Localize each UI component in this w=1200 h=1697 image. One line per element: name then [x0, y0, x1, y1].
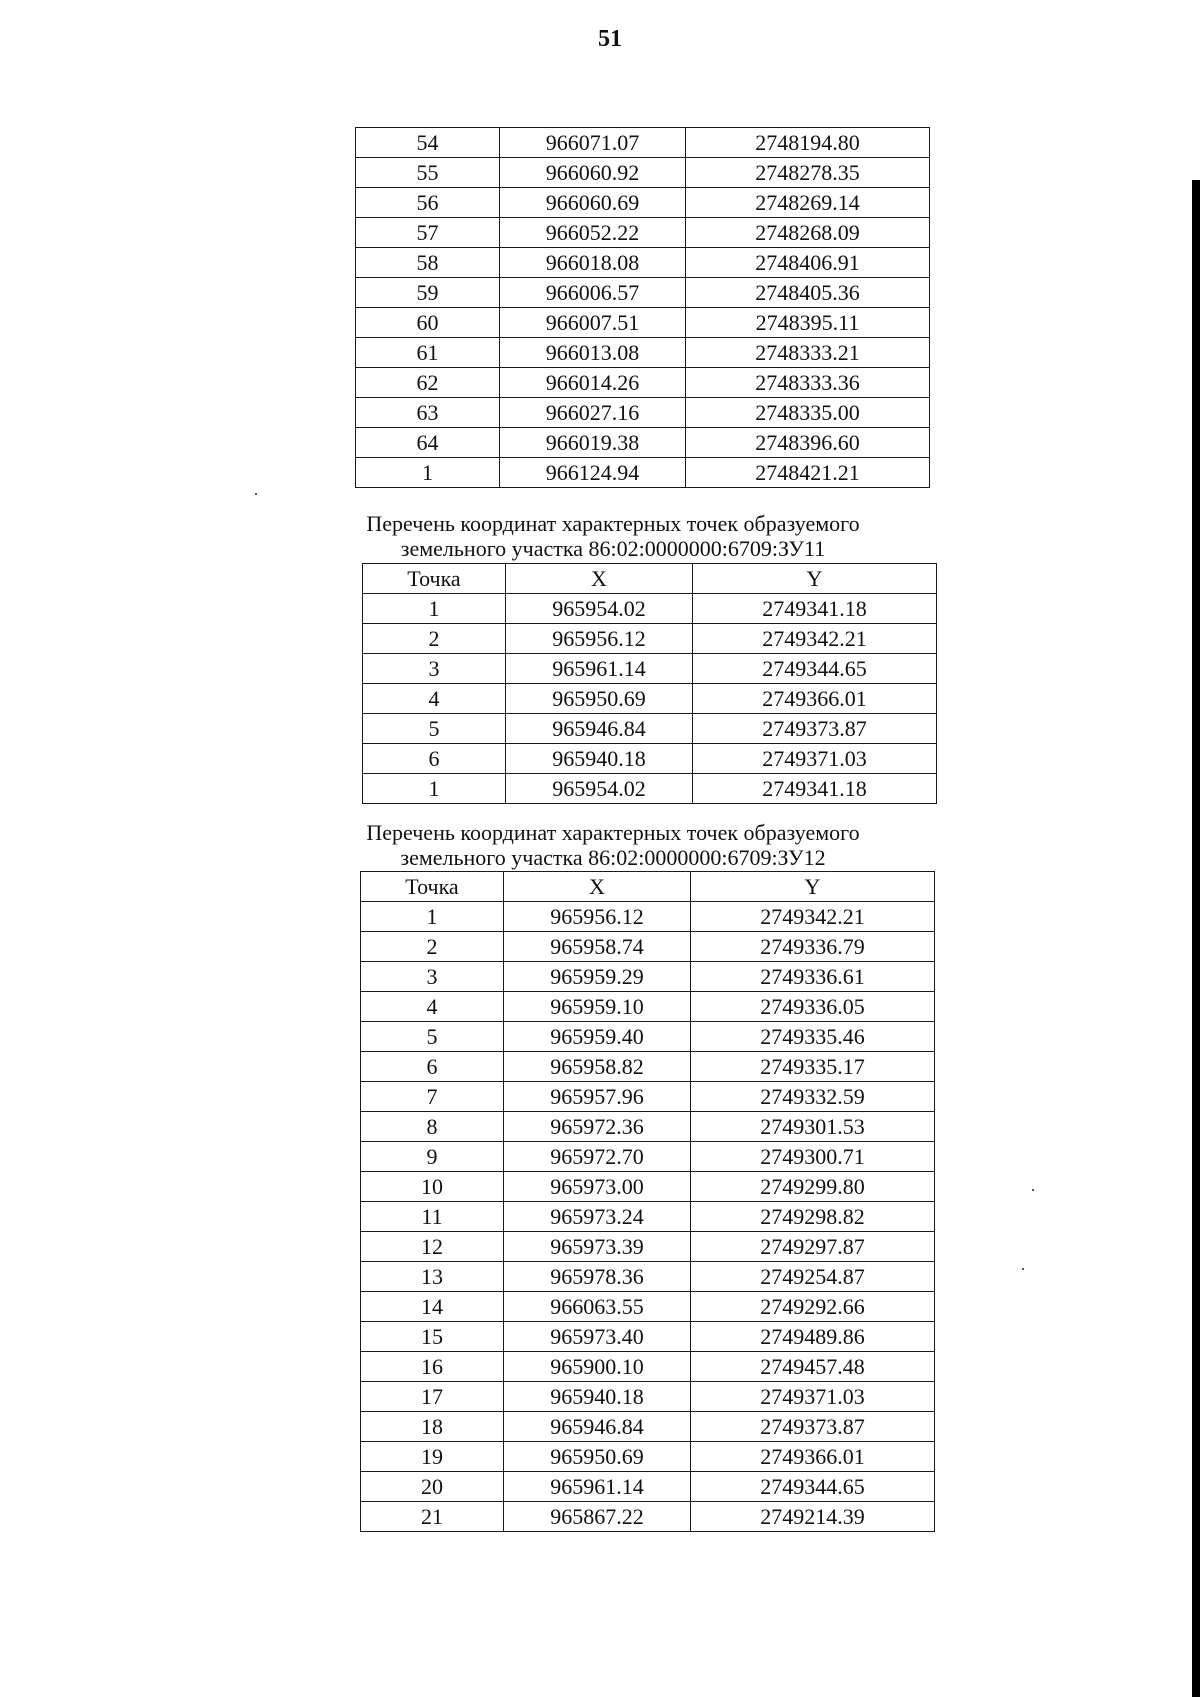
- cell-y: 2749366.01: [691, 1442, 935, 1472]
- cell-point: 20: [361, 1472, 504, 1502]
- caption-zu11: [263, 511, 963, 561]
- cell-y: 2749335.46: [691, 1022, 935, 1052]
- column-header-x: X: [506, 564, 693, 594]
- scan-speck: [1032, 1189, 1034, 1191]
- cell-y: 2748278.35: [686, 158, 930, 188]
- cell-y: 2748395.11: [686, 308, 930, 338]
- coordinates-table-zu11: [362, 563, 937, 804]
- cell-x: 965958.82: [504, 1052, 691, 1082]
- cell-point: 9: [361, 1142, 504, 1172]
- cell-y: 2749300.71: [691, 1142, 935, 1172]
- page-number: 51: [598, 26, 622, 52]
- cell-y: 2748396.60: [686, 428, 930, 458]
- cell-x: 966014.26: [500, 368, 686, 398]
- cell-y: 2748333.36: [686, 368, 930, 398]
- table-row: [363, 774, 937, 804]
- cell-point: 56: [356, 188, 500, 218]
- table-row: [363, 654, 937, 684]
- cell-y: 2749489.86: [691, 1322, 935, 1352]
- table-row: [363, 624, 937, 654]
- cell-x: 965961.14: [504, 1472, 691, 1502]
- cell-x: 965950.69: [504, 1442, 691, 1472]
- cell-point: 6: [363, 744, 506, 774]
- cell-x: 965972.70: [504, 1142, 691, 1172]
- cell-point: 4: [363, 684, 506, 714]
- table-row: [363, 594, 937, 624]
- cell-point: 14: [361, 1292, 504, 1322]
- cell-y: 2749366.01: [693, 684, 937, 714]
- column-header-point: Точка: [363, 564, 506, 594]
- table-row: [361, 1502, 935, 1532]
- cell-point: 2: [363, 624, 506, 654]
- cell-point: 7: [361, 1082, 504, 1112]
- cell-y: 2749254.87: [691, 1262, 935, 1292]
- cell-x: 966060.69: [500, 188, 686, 218]
- table-row: [356, 128, 930, 158]
- cell-point: 13: [361, 1262, 504, 1292]
- cell-point: 18: [361, 1412, 504, 1442]
- caption-line: земельного участка 86:02:0000000:6709:ЗУ12: [400, 845, 826, 870]
- table-row: [361, 1142, 935, 1172]
- table-header-row: [361, 872, 935, 902]
- cell-x: 965959.10: [504, 992, 691, 1022]
- table-row: [361, 992, 935, 1022]
- table-row: [361, 1082, 935, 1112]
- cell-point: 17: [361, 1382, 504, 1412]
- cell-point: 19: [361, 1442, 504, 1472]
- cell-y: 2749341.18: [693, 774, 937, 804]
- cell-point: 3: [361, 962, 504, 992]
- cell-point: 63: [356, 398, 500, 428]
- table-row: [363, 684, 937, 714]
- cell-y: 2749297.87: [691, 1232, 935, 1262]
- cell-x: 965973.24: [504, 1202, 691, 1232]
- cell-y: 2749344.65: [691, 1472, 935, 1502]
- column-header-y: Y: [691, 872, 935, 902]
- cell-x: 966071.07: [500, 128, 686, 158]
- cell-point: 62: [356, 368, 500, 398]
- table-row: [361, 1442, 935, 1472]
- table-row: [361, 1412, 935, 1442]
- cell-x: 966007.51: [500, 308, 686, 338]
- table-body: [356, 128, 930, 488]
- table-row: [356, 278, 930, 308]
- cell-point: 10: [361, 1172, 504, 1202]
- cell-x: 966019.38: [500, 428, 686, 458]
- cell-point: 61: [356, 338, 500, 368]
- cell-x: 966018.08: [500, 248, 686, 278]
- coordinates-table-zu12: [360, 871, 935, 1532]
- cell-x: 966124.94: [500, 458, 686, 488]
- table-row: [361, 1322, 935, 1352]
- table-row: [361, 962, 935, 992]
- cell-y: 2749373.87: [693, 714, 937, 744]
- cell-x: 965900.10: [504, 1352, 691, 1382]
- cell-y: 2749298.82: [691, 1202, 935, 1232]
- cell-y: 2748268.09: [686, 218, 930, 248]
- table-header-row: [363, 564, 937, 594]
- cell-point: 21: [361, 1502, 504, 1532]
- cell-x: 965946.84: [506, 714, 693, 744]
- cell-point: 59: [356, 278, 500, 308]
- cell-y: 2749373.87: [691, 1412, 935, 1442]
- caption-line: Перечень координат характерных точек образуемого: [366, 511, 860, 536]
- table-row: [363, 744, 937, 774]
- cell-y: 2749299.80: [691, 1172, 935, 1202]
- cell-point: 5: [363, 714, 506, 744]
- scan-edge-bar: [1192, 180, 1200, 1697]
- table-row: [361, 1262, 935, 1292]
- table-row: [356, 428, 930, 458]
- cell-x: 965957.96: [504, 1082, 691, 1112]
- cell-x: 966060.92: [500, 158, 686, 188]
- cell-x: 965972.36: [504, 1112, 691, 1142]
- cell-y: 2749341.18: [693, 594, 937, 624]
- cell-point: 57: [356, 218, 500, 248]
- cell-y: 2749371.03: [691, 1382, 935, 1412]
- table-row: [361, 1112, 935, 1142]
- cell-point: 4: [361, 992, 504, 1022]
- cell-point: 1: [363, 594, 506, 624]
- cell-x: 965973.39: [504, 1232, 691, 1262]
- table-row: [361, 1022, 935, 1052]
- cell-y: 2749342.21: [693, 624, 937, 654]
- cell-x: 965867.22: [504, 1502, 691, 1532]
- cell-x: 965978.36: [504, 1262, 691, 1292]
- cell-x: 965954.02: [506, 594, 693, 624]
- cell-point: 1: [363, 774, 506, 804]
- table-row: [361, 1172, 935, 1202]
- table-row: [356, 338, 930, 368]
- cell-point: 15: [361, 1322, 504, 1352]
- coordinates-table-continued: [355, 127, 930, 488]
- cell-x: 965956.12: [506, 624, 693, 654]
- cell-y: 2749371.03: [693, 744, 937, 774]
- table-row: [361, 1472, 935, 1502]
- table-row: [356, 218, 930, 248]
- caption-zu12: [263, 820, 963, 870]
- table-body: [363, 594, 937, 804]
- table-row: [356, 188, 930, 218]
- cell-y: 2749335.17: [691, 1052, 935, 1082]
- scan-speck: [1022, 1268, 1024, 1270]
- cell-x: 965959.29: [504, 962, 691, 992]
- cell-y: 2749301.53: [691, 1112, 935, 1142]
- table-row: [361, 932, 935, 962]
- table-row: [356, 308, 930, 338]
- cell-y: 2749344.65: [693, 654, 937, 684]
- table-row: [356, 368, 930, 398]
- column-header-x: X: [504, 872, 691, 902]
- cell-x: 966052.22: [500, 218, 686, 248]
- column-header-y: Y: [693, 564, 937, 594]
- caption-line: земельного участка 86:02:0000000:6709:ЗУ11: [400, 536, 826, 561]
- table-row: [363, 714, 937, 744]
- cell-x: 965961.14: [506, 654, 693, 684]
- cell-y: 2749292.66: [691, 1292, 935, 1322]
- table-body: [361, 902, 935, 1532]
- cell-point: 11: [361, 1202, 504, 1232]
- caption-line: Перечень координат характерных точек образуемого: [366, 820, 860, 845]
- cell-point: 16: [361, 1352, 504, 1382]
- table-row: [356, 398, 930, 428]
- cell-x: 965954.02: [506, 774, 693, 804]
- cell-point: 1: [361, 902, 504, 932]
- cell-x: 965958.74: [504, 932, 691, 962]
- cell-x: 965946.84: [504, 1412, 691, 1442]
- cell-x: 965950.69: [506, 684, 693, 714]
- table-row: [361, 1232, 935, 1262]
- cell-y: 2749214.39: [691, 1502, 935, 1532]
- table-row: [356, 158, 930, 188]
- cell-point: 5: [361, 1022, 504, 1052]
- cell-y: 2749336.05: [691, 992, 935, 1022]
- table-row: [356, 248, 930, 278]
- cell-point: 58: [356, 248, 500, 278]
- cell-y: 2748333.21: [686, 338, 930, 368]
- table-row: [361, 1352, 935, 1382]
- cell-point: 64: [356, 428, 500, 458]
- column-header-point: Точка: [361, 872, 504, 902]
- cell-x: 966063.55: [504, 1292, 691, 1322]
- cell-y: 2749336.79: [691, 932, 935, 962]
- cell-x: 965973.40: [504, 1322, 691, 1352]
- cell-y: 2749457.48: [691, 1352, 935, 1382]
- cell-x: 966006.57: [500, 278, 686, 308]
- cell-point: 2: [361, 932, 504, 962]
- table-row: [361, 1292, 935, 1322]
- cell-point: 55: [356, 158, 500, 188]
- table-row: [361, 1202, 935, 1232]
- cell-x: 965940.18: [506, 744, 693, 774]
- cell-point: 54: [356, 128, 500, 158]
- cell-y: 2748194.80: [686, 128, 930, 158]
- cell-y: 2748335.00: [686, 398, 930, 428]
- cell-point: 60: [356, 308, 500, 338]
- cell-y: 2749332.59: [691, 1082, 935, 1112]
- cell-point: 1: [356, 458, 500, 488]
- table-row: [361, 1382, 935, 1412]
- cell-x: 965956.12: [504, 902, 691, 932]
- scan-speck: [255, 493, 257, 495]
- table-row: [361, 1052, 935, 1082]
- cell-x: 965940.18: [504, 1382, 691, 1412]
- table-row: [361, 902, 935, 932]
- cell-point: 8: [361, 1112, 504, 1142]
- cell-y: 2748405.36: [686, 278, 930, 308]
- cell-x: 966013.08: [500, 338, 686, 368]
- cell-y: 2748421.21: [686, 458, 930, 488]
- cell-y: 2748269.14: [686, 188, 930, 218]
- cell-x: 965959.40: [504, 1022, 691, 1052]
- cell-point: 12: [361, 1232, 504, 1262]
- cell-point: 3: [363, 654, 506, 684]
- cell-x: 966027.16: [500, 398, 686, 428]
- cell-point: 6: [361, 1052, 504, 1082]
- table-row: [356, 458, 930, 488]
- cell-x: 965973.00: [504, 1172, 691, 1202]
- cell-y: 2748406.91: [686, 248, 930, 278]
- cell-y: 2749336.61: [691, 962, 935, 992]
- cell-y: 2749342.21: [691, 902, 935, 932]
